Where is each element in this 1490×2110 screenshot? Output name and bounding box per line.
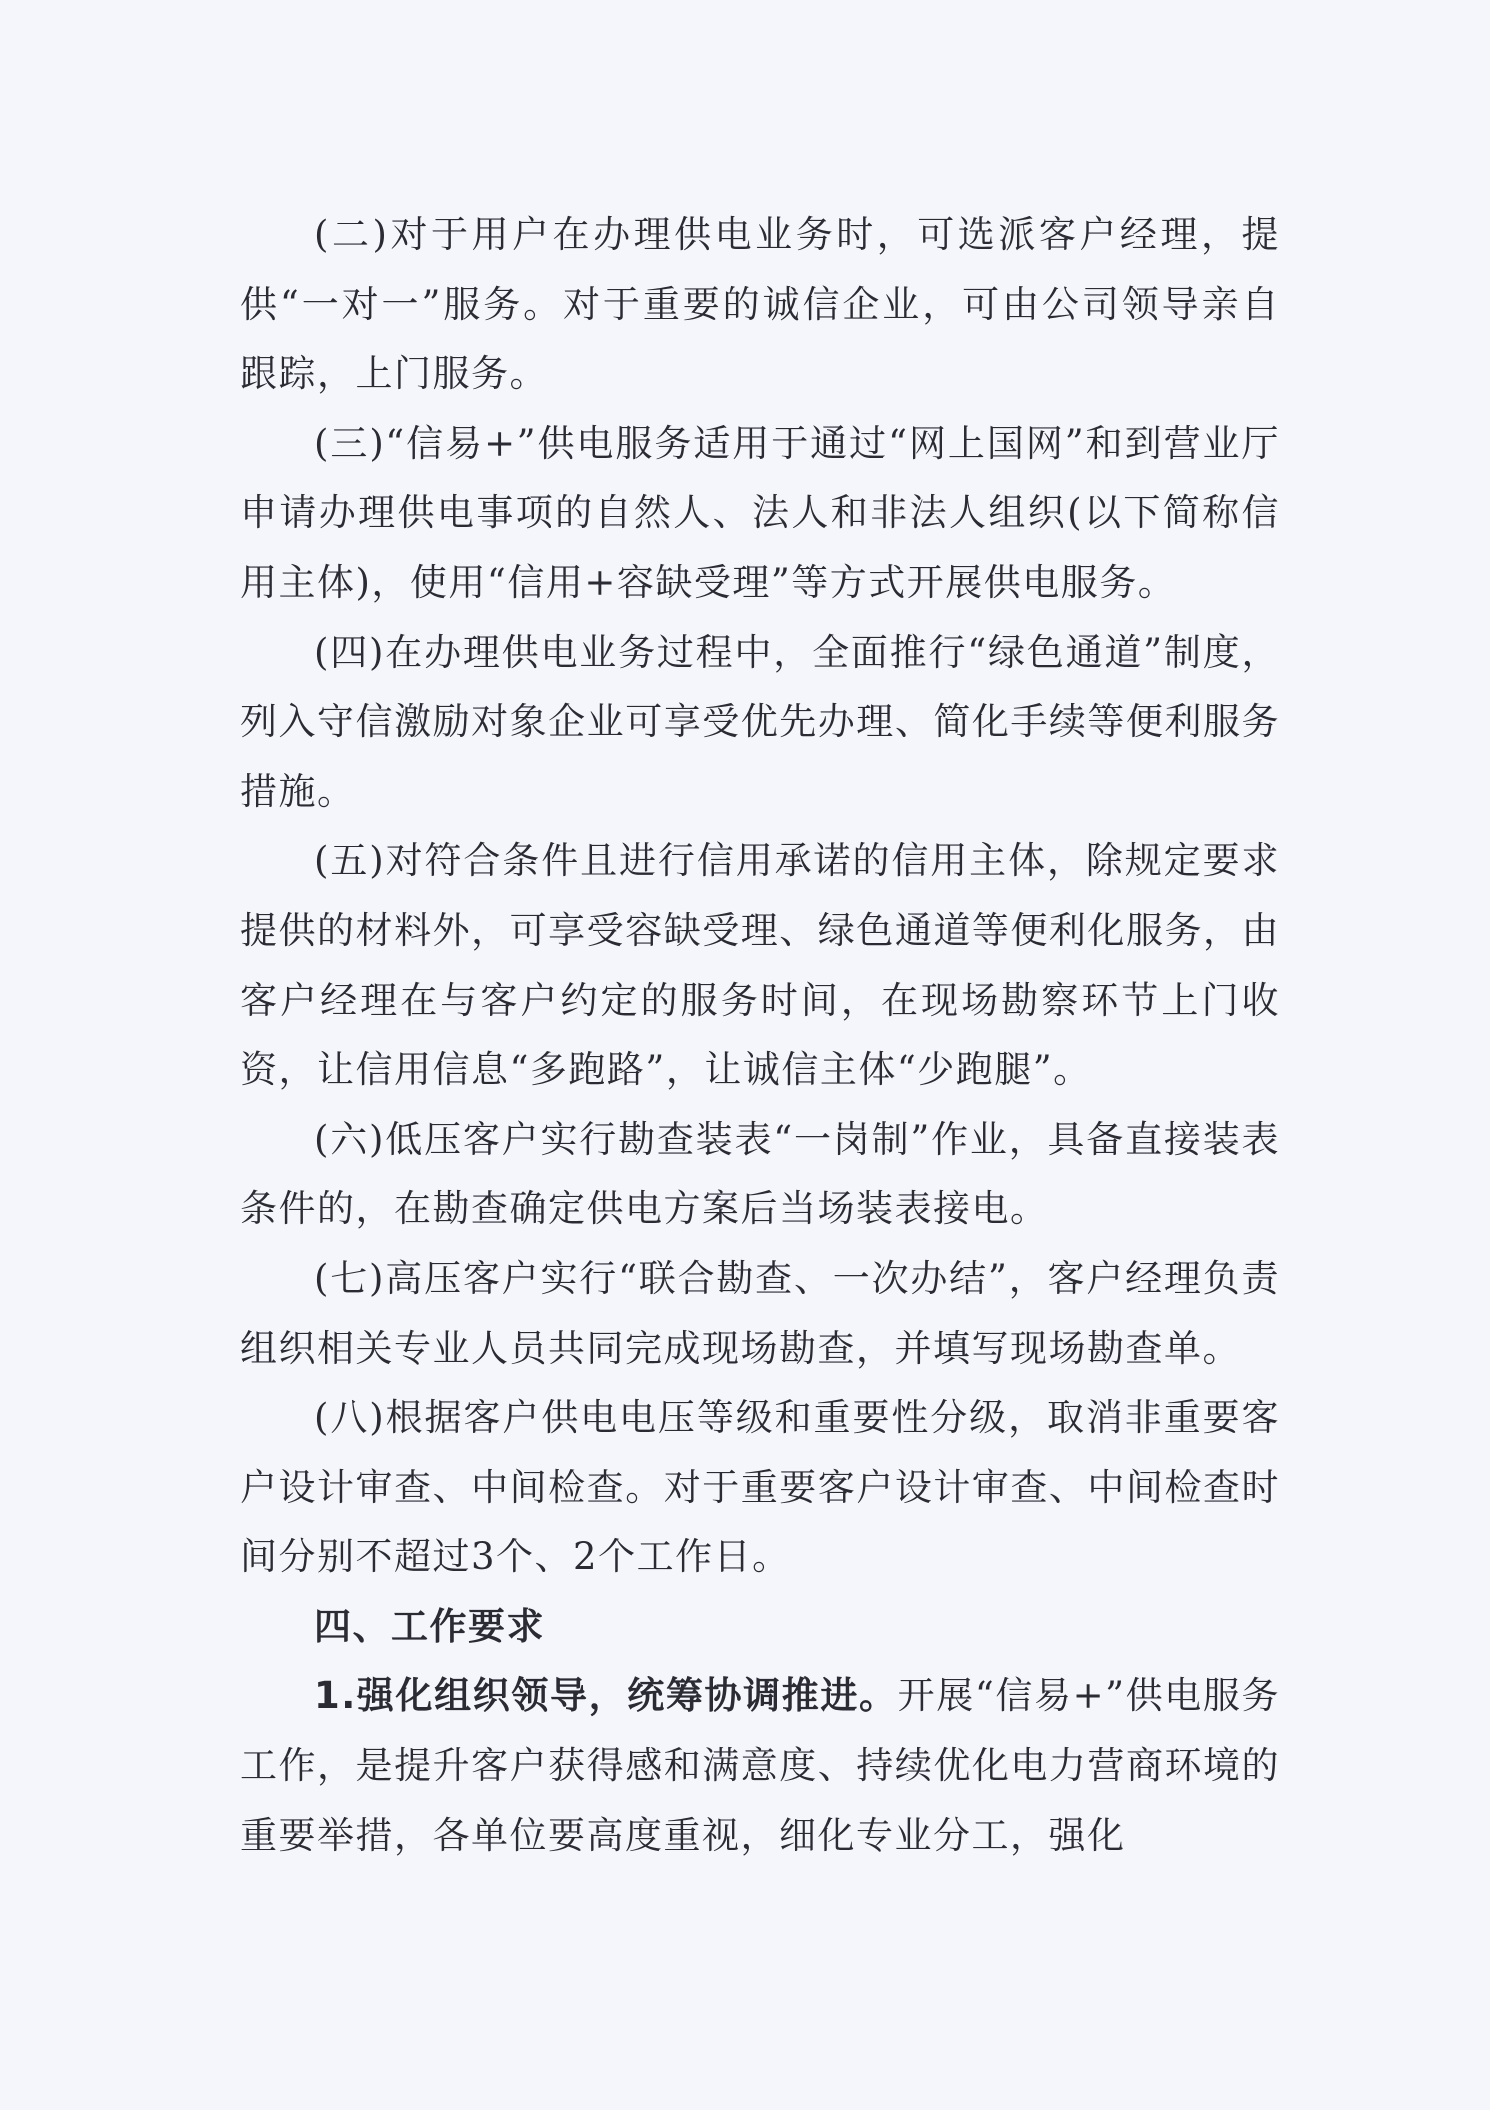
paragraph-7: (七)高压客户实行“联合勘查、一次办结”，客户经理负责组织相关专业人员共同完成现场勘查，并填写现场勘查单。 (240, 1256, 1280, 1370)
paragraph-5: (五)对符合条件且进行信用承诺的信用主体，除规定要求提供的材料外，可享受容缺受理、绿色通道等便利化服务，由客户经理在与客户约定的服务时间，在现场勘察环节上门收资，让信用信息“多跑路”，让诚信主体“少跑腿”。 (240, 839, 1280, 1092)
paragraph-8: (八)根据客户供电电压等级和重要性分级，取消非重要客户设计审查、中间检查。对于重要客户设计审查、中间检查时间分别不超过3个、2个工作日。 (240, 1396, 1280, 1579)
section-heading: 四、工作要求 (314, 1604, 545, 1648)
paragraph-3: (三)“信易+”供电服务适用于通过“网上国网”和到营业厅申请办理供电事项的自然人、法人和非法人组织(以下简称信用主体)，使用“信用+容缺受理”等方式开展供电服务。 (240, 421, 1280, 604)
paragraph-4: (四)在办理供电业务过程中，全面推行“绿色通道”制度，列入守信激励对象企业可享受优先办理、简化手续等便利服务措施。 (240, 630, 1280, 813)
paragraph-2: (二)对于用户在办理供电业务时，可选派客户经理，提供“一对一”服务。对于重要的诚信企业，可由公司领导亲自跟踪，上门服务。 (240, 213, 1280, 396)
paragraph-6: (六)低压客户实行勘查装表“一岗制”作业，具备直接装表条件的，在勘查确定供电方案后当场装表接电。 (240, 1117, 1280, 1231)
document-body (240, 200, 1280, 1870)
item-1-lead: 1.强化组织领导，统筹协调推进。 (314, 1674, 898, 1718)
work-requirement-item-1 (240, 1661, 1280, 1870)
item-1-body: 开展“信易+”供电服务工作，是提升客户获得感和满意度、持续优化电力营商环境的重要举措，各单位要高度重视，细化专业分工，强化 (240, 1674, 1280, 1857)
